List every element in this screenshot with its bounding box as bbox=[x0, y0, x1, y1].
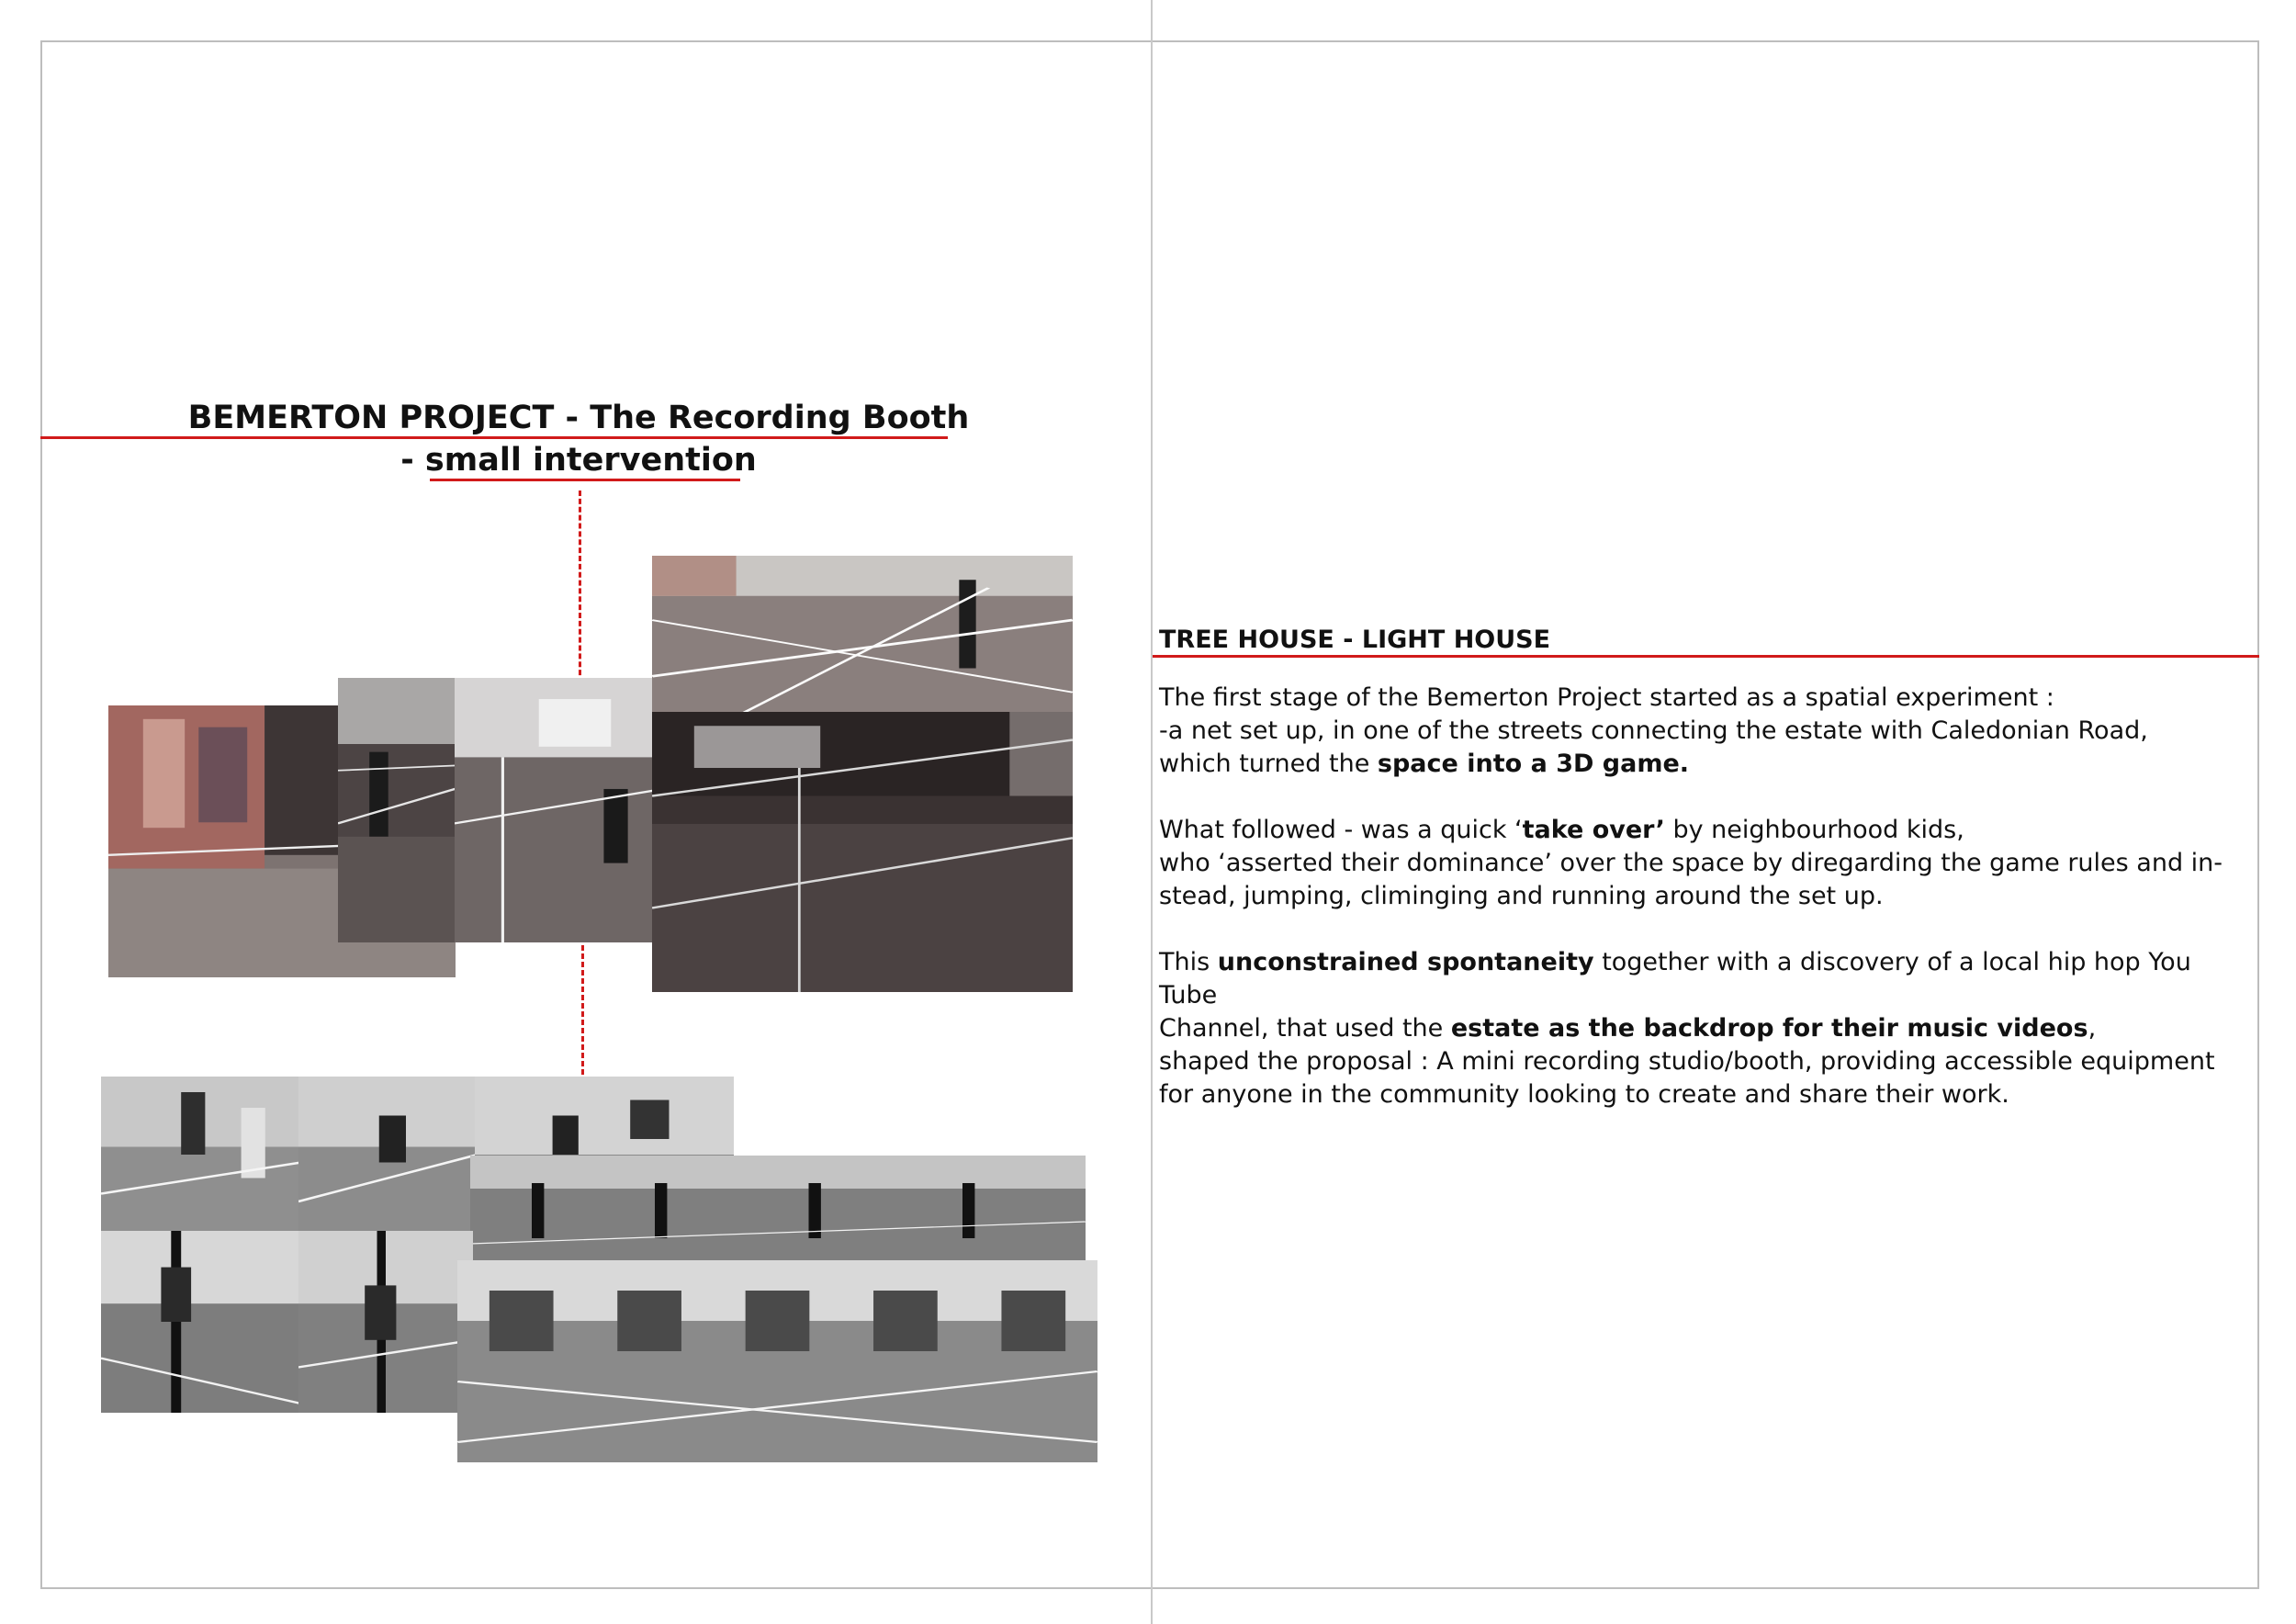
street-sequence-strip-1 bbox=[470, 1156, 1086, 1266]
paragraph-2: What followed - was a quick ‘take over’ by neighbourhood kids, who ‘asserted their dominance’ over the space by diregarding the game rules and in- stead, jumping, climinging and running around the set up. bbox=[1159, 816, 2223, 910]
paragraph-3: This unconstrained spontaneity together with a discovery of a local hip hop You Tube Channel, that used the estate as the backdrop for their music videos, shaped the proposal : A mini recording studio/booth, providing accessible equipment for anyone in the community looking to create and share their work. bbox=[1159, 948, 2215, 1109]
title-line-2: - small intervention bbox=[400, 442, 757, 479]
title-line-1: BEMERTON PROJECT - The Recording Booth bbox=[187, 400, 970, 436]
kids-climbing-photo-1 bbox=[101, 1231, 301, 1413]
street-net-photo-wide bbox=[652, 556, 1073, 716]
section-heading-underline bbox=[1153, 655, 2259, 658]
subtitle-small-intervention: small intervention bbox=[424, 442, 757, 479]
red-dashed-connector-bottom bbox=[581, 937, 584, 1075]
kids-jumping-photo-1 bbox=[101, 1077, 301, 1233]
body-text bbox=[1159, 682, 2243, 1145]
red-dashed-connector-top bbox=[579, 491, 581, 683]
kids-climbing-photo-2 bbox=[298, 1231, 473, 1413]
page-spine bbox=[1151, 0, 1153, 1624]
street-sequence-strip-2 bbox=[457, 1260, 1097, 1462]
paragraph-1: The first stage of the Bemerton Project started as a spatial experiment : -a net set up, in one of the streets connecting the estate with Caledonian Road, which turned the space into a 3D game. bbox=[1159, 683, 2148, 778]
kids-jumping-photo-2 bbox=[298, 1077, 478, 1233]
section-heading: TREE HOUSE - LIGHT HOUSE bbox=[1159, 626, 1551, 654]
subtitle-underline bbox=[430, 479, 740, 481]
street-net-photo-night bbox=[652, 712, 1073, 992]
page-title bbox=[147, 397, 1010, 481]
title-underline bbox=[40, 436, 948, 439]
